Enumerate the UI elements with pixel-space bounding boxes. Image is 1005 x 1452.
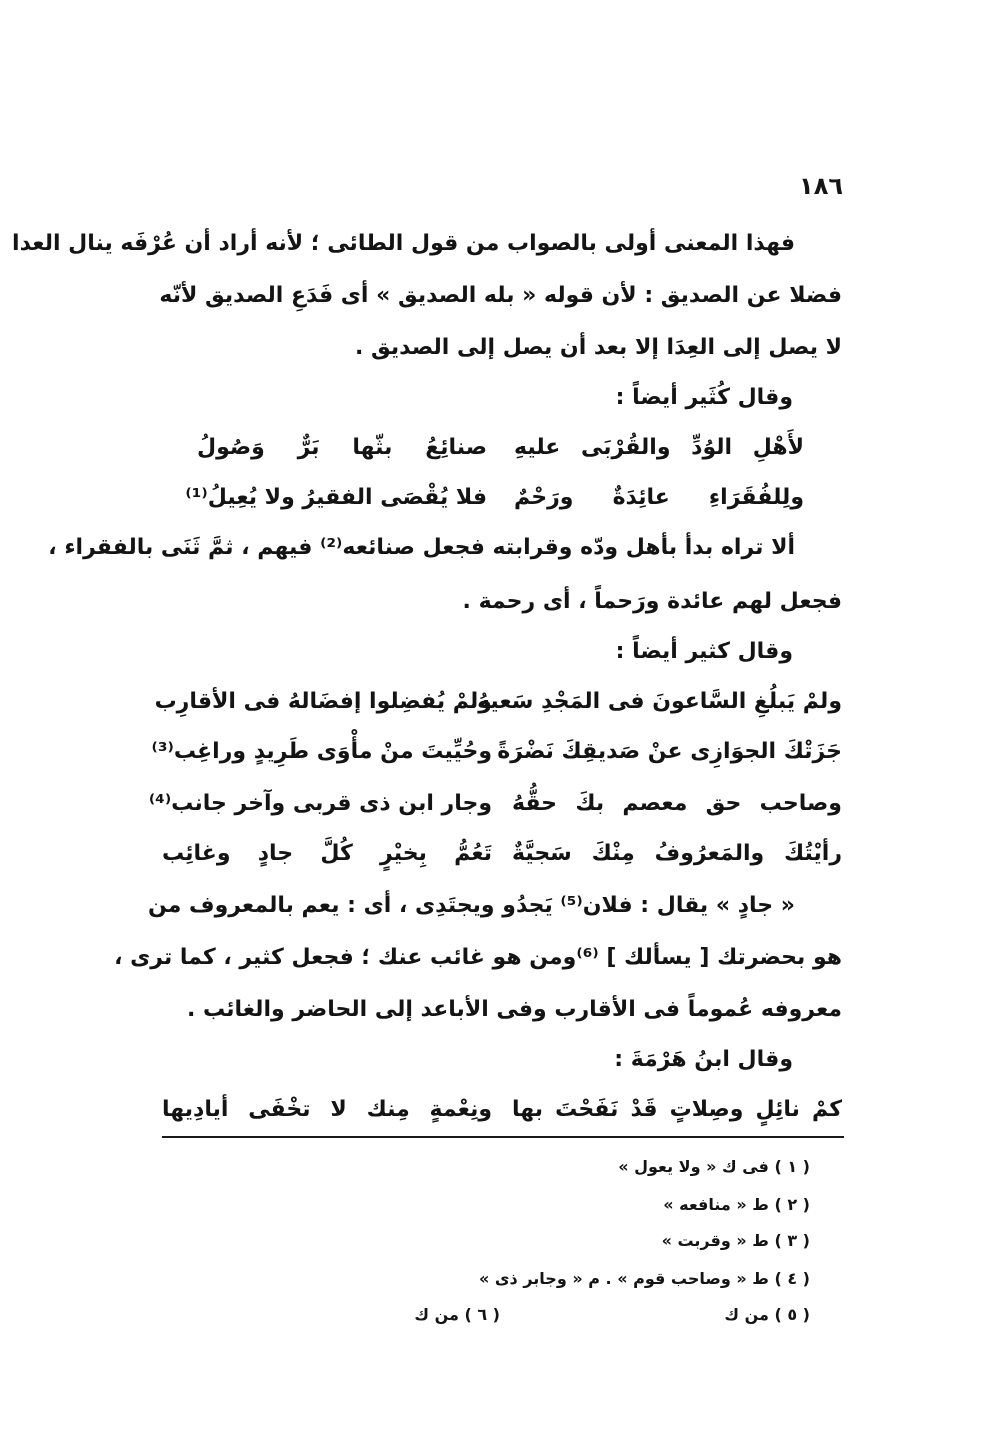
verse-hemistich-second: تَعُمُّ بِخيْرٍ كُلَّ جادٍ وغائِب bbox=[162, 841, 492, 866]
verse-hemistich-second: فلا يُقْصَى الفقيرُ ولا يُعِيلُ⁽¹⁾ bbox=[185, 485, 487, 510]
prose-line: ألا تراه بدأ بأهل ودّه وقرابته فجعل صنائعه⁽²⁾ فيهم ، ثمَّ ثَنَى بالفقراء ، bbox=[48, 535, 795, 560]
verse-hemistich-first: لأَهْلِ الوُدِّ والقُرْبَى عليهِ bbox=[514, 435, 804, 460]
prose-line: « جادٍ » يقال : فلان⁽⁵⁾ يَجدُو ويجتَدِى ، أى : يعم بالمعروف من bbox=[147, 893, 795, 918]
footnote: ( ٦ ) من ك bbox=[414, 1305, 500, 1324]
verse-intro: وقال ابنُ هَرْمَةَ : bbox=[614, 1047, 793, 1072]
verse-line bbox=[162, 474, 842, 522]
verse-hemistich-first: ولمْ يَبلُغِ السَّاعونَ فى المَجْدِ سَعيهُ bbox=[477, 689, 842, 714]
prose-line: فهذا المعنى أولى بالصواب من قول الطائى ؛ لأنه أراد أن عُرْفَه ينال العدا bbox=[12, 231, 795, 256]
verse-line bbox=[151, 728, 842, 776]
verse-line bbox=[162, 424, 842, 472]
prose-line: لا يصل إلى العِدَا إلا بعد أن يصل إلى الصديق . bbox=[355, 335, 842, 360]
page-number: ١٨٦ bbox=[799, 172, 843, 200]
verse-hemistich-second: وحُيِّيتَ منْ مأْوَى طَرِيدٍ وراغِب⁽³⁾ bbox=[151, 739, 492, 764]
verse-hemistich-second: صنائِعُ بثّها بَرٌّ وَصُولُ bbox=[197, 435, 487, 460]
verse-line bbox=[154, 678, 842, 726]
verse-hemistich-second: وجار ابن ذى قربى وآخر جانب⁽⁴⁾ bbox=[148, 791, 492, 816]
verse-intro: وقال كثير أيضاً : bbox=[615, 639, 793, 664]
footnote: ( ٢ ) ط « منافعه » bbox=[663, 1195, 810, 1214]
verse-hemistich-first: ولِلفُقَرَاءِ عائِدَةٌ ورَحْمٌ bbox=[514, 485, 804, 510]
footnote: ( ٤ ) ط « وصاحب قوم » . م « وجابر ذى » bbox=[478, 1269, 810, 1288]
verse-hemistich-second: ولمْ يُفضِلوا إفضَالهُ فى الأقارِب bbox=[154, 689, 492, 714]
prose-line: فجعل لهم عائدة ورَحماً ، أى رحمة . bbox=[462, 589, 842, 614]
verse-hemistich-first: رأيْتُكَ والمَعرُوفُ مِنْكَ سَجيَّةٌ bbox=[512, 841, 842, 866]
footnote: ( ٣ ) ط « وقربت » bbox=[661, 1231, 810, 1250]
verse-hemistich-first: وصاحب حق معصم بكَ حقُّهُ bbox=[512, 791, 842, 816]
prose-line: معروفه عُموماً فى الأقارب وفى الأباعد إلى الحاضر والغائب . bbox=[186, 997, 842, 1022]
verse-hemistich-first: جَزَتْكَ الجوَازِى عنْ صَديقِكَ نَضْرَةً bbox=[497, 739, 842, 764]
prose-line: فضلا عن الصديق : لأن قوله « بله الصديق » أى فَدَعِ الصديق لأنّه bbox=[159, 283, 842, 308]
footnote: ( ٥ ) من ك bbox=[724, 1305, 810, 1324]
prose-line: هو بحضرتك [ يسألك ] ⁽⁶⁾ومن هو غائب عنك ؛ فجعل كثير ، كما ترى ، bbox=[114, 945, 842, 970]
footnote-divider bbox=[162, 1136, 844, 1138]
verse-line bbox=[162, 830, 842, 878]
verse-hemistich-second: ونِعْمةٍ مِنك لا تخْفَى أيادِيها bbox=[162, 1097, 492, 1122]
verse-hemistich-first: كمْ نائِلٍ وصِلاتٍ قَدْ نَفَحْتَ بها bbox=[512, 1097, 842, 1122]
verse-line bbox=[148, 780, 842, 828]
footnote: ( ١ ) فى ك « ولا يعول » bbox=[618, 1157, 810, 1176]
verse-intro: وقال كُثَير أيضاً : bbox=[615, 385, 793, 410]
verse-line bbox=[162, 1086, 842, 1134]
